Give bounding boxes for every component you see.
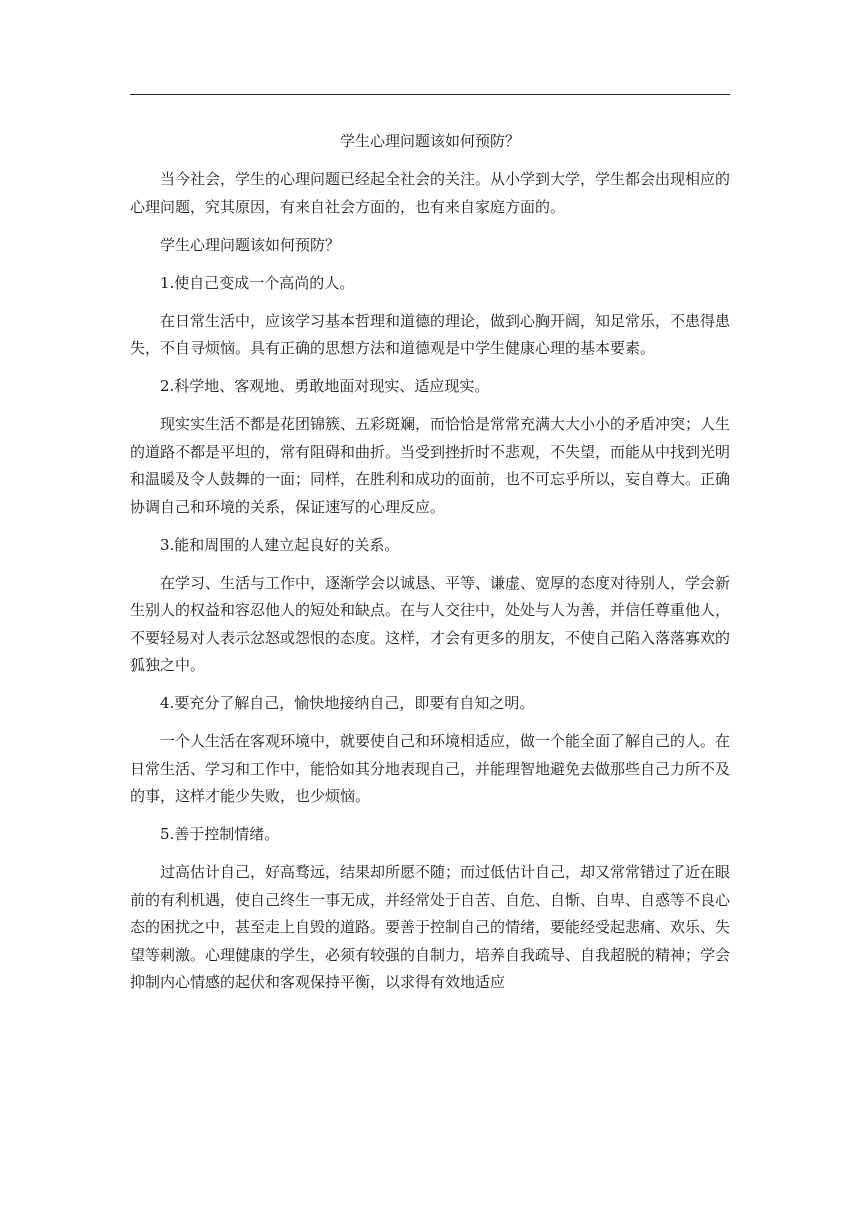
heading-2: 2.科学地、客观地、勇敢地面对现实、适应现实。 — [160, 377, 490, 395]
paragraph-4: 一个人生活在客观环境中，就要使自己和环境相适应，做一个能全面了解自己的人。在日常生活、学习和工作中，能恰如其分地表现自己，并能理智地避免去做那些自己力所不及的事，这样才能少失败，也少烦恼。 — [130, 732, 731, 805]
document-title: 学生心理问题该如何预防？ — [339, 132, 520, 150]
paragraph-2: 现实实生活不都是花团锦簇、五彩斑斓，而恰恰是常常充满大大小小的矛盾冲突；人生的道路不都是平坦的，常有阻碍和曲折。当受到挫折时不悲观，不失望，而能从中找到光明和温暖及令人鼓舞的一面；同样，在胜利和成功的面前，也不可忘乎所以，妄自尊大。正确协调自己和环境的关系，保证速写的心理反应。 — [130, 415, 731, 516]
heading-5: 5.善于控制情绪。 — [160, 825, 280, 843]
heading-4: 4.要充分了解自己，愉快地接纳自己，即要有自知之明。 — [160, 694, 535, 712]
heading-1: 1.使自己变成一个高尚的人。 — [160, 273, 355, 292]
document-body — [130, 128, 730, 1007]
heading-3: 3.能和周围的人建立起良好的关系。 — [160, 535, 400, 554]
header-rule — [130, 94, 730, 95]
paragraph-intro: 当今社会，学生的心理问题已经起全社会的关注。从小学到大学，学生都会出现相应的心理问题，究其原因，有来自社会方面的，也有来自家庭方面的。 — [130, 170, 731, 216]
section-question: 学生心理问题该如何预防？ — [160, 235, 341, 254]
paragraph-1: 在日常生活中，应该学习基本哲理和道德的理论，做到心胸开阔，知足常乐，不患得患失，不自寻烦恼。具有正确的思想方法和道德观是中学生健康心理的基本要素。 — [130, 311, 731, 357]
paragraph-3: 在学习、生活与工作中，逐渐学会以诚恳、平等、谦虚、宽厚的态度对待别人，学会新生别人的权益和容忍他人的短处和缺点。在与人交往中，处处与人为善，并信任尊重他人，不要轻易对人表示忿怒或怨恨的态度。这样，才会有更多的朋友，不使自己陷入落落寡欢的狐独之中。 — [130, 573, 731, 674]
paragraph-5: 过高估计自己，好高骛远，结果却所愿不随；而过低估计自己，却又常常错过了近在眼前的有利机遇，使自己终生一事无成，并经常处于自苦、自危、自惭、自卑、自惑等不良心态的困扰之中，甚至走上自毁的道路。要善于控制自己的情绪，要能经受起悲痛、欢乐、失望等刺激。心理健康的学生，必须有较强的自制力，培养自我疏导、自我超脱的精神；学会抑制内心情感的起伏和客观保持平衡，以求得有效地适应 — [130, 863, 731, 991]
